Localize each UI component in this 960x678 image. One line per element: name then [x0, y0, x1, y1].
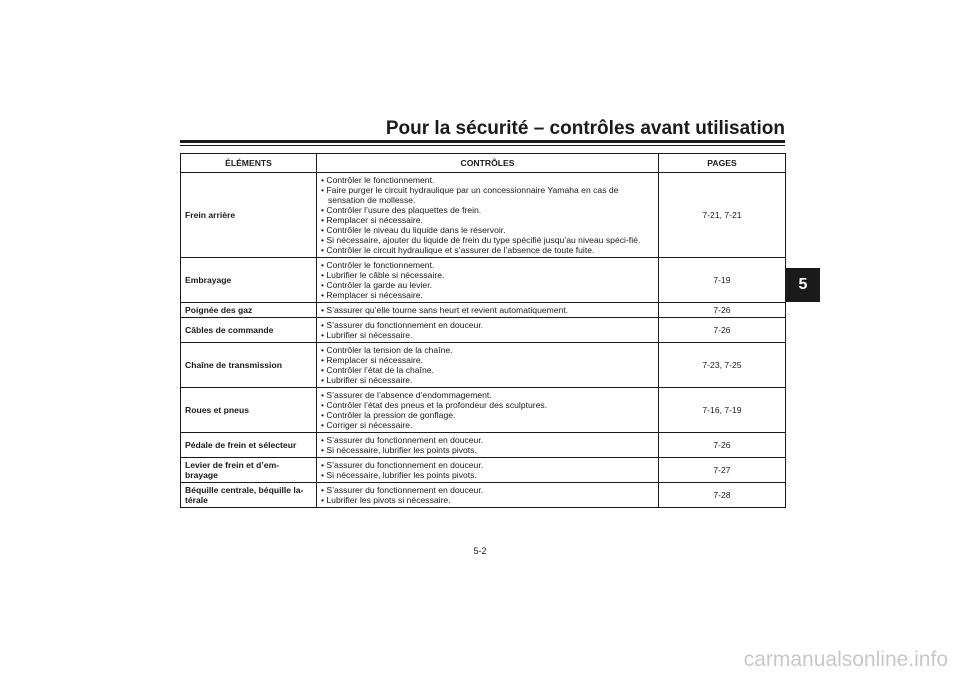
check-text: Remplacer si nécessaire.	[326, 355, 423, 365]
bullet-icon: •	[321, 175, 325, 185]
check-text: Lubrifier les pivots si nécessaire.	[326, 495, 451, 505]
bullet-icon: •	[321, 215, 325, 225]
check-text: S’assurer du fonctionnement en douceur.	[326, 435, 484, 445]
bullet-icon: •	[321, 375, 325, 385]
check-item	[321, 245, 654, 255]
check-item	[321, 470, 654, 480]
check-item	[321, 445, 654, 455]
check-text: S’assurer du fonctionnement en douceur.	[326, 460, 484, 470]
checks-cell	[317, 303, 659, 318]
bullet-icon: •	[321, 445, 325, 455]
bullet-icon: •	[321, 305, 325, 315]
item-cell: Embrayage	[181, 258, 317, 303]
bullet-icon: •	[321, 460, 325, 470]
check-item	[321, 280, 654, 290]
bullet-icon: •	[321, 345, 325, 355]
item-cell: Roues et pneus	[181, 388, 317, 433]
checks-cell	[317, 318, 659, 343]
check-text: Faire purger le circuit hydraulique par un concessionnaire Yamaha en cas de sensation de mollesse.	[326, 185, 619, 205]
pages-cell: 7-19	[659, 258, 786, 303]
table-row	[181, 173, 786, 258]
check-text: Si nécessaire, lubrifier les points pivots.	[326, 445, 477, 455]
pages-cell: 7-16, 7-19	[659, 388, 786, 433]
pages-cell: 7-21, 7-21	[659, 173, 786, 258]
table-row	[181, 433, 786, 458]
check-text: Contrôler l’état des pneus et la profondeur des sculptures.	[326, 400, 548, 410]
table-row	[181, 318, 786, 343]
chapter-tab: 5	[786, 268, 820, 302]
check-text: Lubrifier si nécessaire.	[326, 330, 413, 340]
pages-cell: 7-23, 7-25	[659, 343, 786, 388]
table-row	[181, 303, 786, 318]
check-item	[321, 235, 654, 245]
check-text: Contrôler l’usure des plaquettes de frein.	[326, 205, 482, 215]
item-cell: Frein arrière	[181, 173, 317, 258]
check-text: Contrôler le fonctionnement.	[326, 260, 435, 270]
check-item	[321, 175, 654, 185]
check-item	[321, 270, 654, 280]
checks-cell	[317, 388, 659, 433]
check-item	[321, 400, 654, 410]
check-text: Remplacer si nécessaire.	[326, 215, 423, 225]
check-text: Contrôler l’état de la chaîne.	[326, 365, 434, 375]
check-item	[321, 485, 654, 495]
check-text: Si nécessaire, ajouter du liquide de frein du type spécifié jusqu’au niveau spéci-fié.	[326, 235, 641, 245]
check-item	[321, 460, 654, 470]
bullet-icon: •	[321, 330, 325, 340]
pages-cell: 7-26	[659, 318, 786, 343]
bullet-icon: •	[321, 260, 325, 270]
header-rule-thick	[180, 140, 785, 143]
bullet-icon: •	[321, 495, 325, 505]
bullet-icon: •	[321, 435, 325, 445]
check-item	[321, 330, 654, 340]
bullet-icon: •	[321, 390, 325, 400]
table-row	[181, 388, 786, 433]
check-item	[321, 390, 654, 400]
table-row	[181, 343, 786, 388]
bullet-icon: •	[321, 400, 325, 410]
bullet-icon: •	[321, 270, 325, 280]
header-rule-thin	[180, 145, 785, 146]
check-item	[321, 365, 654, 375]
bullet-icon: •	[321, 280, 325, 290]
table-row	[181, 483, 786, 508]
watermark: carmanualsonline.info	[743, 648, 948, 671]
check-item	[321, 410, 654, 420]
check-text: Lubrifier si nécessaire.	[326, 375, 413, 385]
checks-cell	[317, 173, 659, 258]
header-elements: ÉLÉMENTS	[181, 154, 317, 173]
check-item	[321, 345, 654, 355]
bullet-icon: •	[321, 365, 325, 375]
check-text: Corriger si nécessaire.	[326, 420, 413, 430]
check-text: Contrôler la tension de la chaîne.	[326, 345, 453, 355]
item-cell: Béquille centrale, béquille la-térale	[181, 483, 317, 508]
check-item	[321, 420, 654, 430]
bullet-icon: •	[321, 410, 325, 420]
table-header-row	[181, 154, 786, 173]
bullet-icon: •	[321, 205, 325, 215]
check-item	[321, 355, 654, 365]
table-row	[181, 258, 786, 303]
checks-cell	[317, 258, 659, 303]
pre-operation-checks-table	[180, 153, 786, 508]
check-text: S’assurer de l’absence d’endommagement.	[326, 390, 492, 400]
check-text: Contrôler la garde au levier.	[326, 280, 432, 290]
checks-cell	[317, 458, 659, 483]
check-text: Contrôler le fonctionnement.	[326, 175, 435, 185]
check-text: S’assurer qu’elle tourne sans heurt et revient automatiquement.	[326, 305, 569, 315]
table-row	[181, 458, 786, 483]
bullet-icon: •	[321, 355, 325, 365]
bullet-icon: •	[321, 290, 325, 300]
checks-cell	[317, 483, 659, 508]
checks-cell	[317, 343, 659, 388]
check-item	[321, 205, 654, 215]
pages-cell: 7-26	[659, 433, 786, 458]
bullet-icon: •	[321, 245, 325, 255]
check-item	[321, 375, 654, 385]
item-cell: Levier de frein et d’em-brayage	[181, 458, 317, 483]
check-item	[321, 260, 654, 270]
bullet-icon: •	[321, 420, 325, 430]
bullet-icon: •	[321, 225, 325, 235]
check-text: S’assurer du fonctionnement en douceur.	[326, 485, 484, 495]
bullet-icon: •	[321, 185, 325, 195]
check-text: S’assurer du fonctionnement en douceur.	[326, 320, 484, 330]
page-title: Pour la sécurité – contrôles avant utilisation	[385, 118, 785, 139]
header-pages: PAGES	[659, 154, 786, 173]
check-text: Lubrifier le câble si nécessaire.	[326, 270, 445, 280]
check-item	[321, 185, 654, 205]
check-item	[321, 435, 654, 445]
bullet-icon: •	[321, 470, 325, 480]
bullet-icon: •	[321, 485, 325, 495]
pages-cell: 7-26	[659, 303, 786, 318]
check-text: Si nécessaire, lubrifier les points pivots.	[326, 470, 477, 480]
check-item	[321, 305, 654, 315]
item-cell: Poignée des gaz	[181, 303, 317, 318]
check-item	[321, 290, 654, 300]
check-item	[321, 320, 654, 330]
pages-cell: 7-28	[659, 483, 786, 508]
check-item	[321, 495, 654, 505]
bullet-icon: •	[321, 320, 325, 330]
header-checks: CONTRÔLES	[317, 154, 659, 173]
checks-cell	[317, 433, 659, 458]
check-text: Contrôler la pression de gonflage.	[326, 410, 456, 420]
page-number: 5-2	[473, 546, 487, 556]
item-cell: Chaîne de transmission	[181, 343, 317, 388]
check-text: Remplacer si nécessaire.	[326, 290, 423, 300]
bullet-icon: •	[321, 235, 325, 245]
item-cell: Câbles de commande	[181, 318, 317, 343]
item-cell: Pédale de frein et sélecteur	[181, 433, 317, 458]
check-item	[321, 215, 654, 225]
check-text: Contrôler le niveau du liquide dans le réservoir.	[326, 225, 506, 235]
pages-cell: 7-27	[659, 458, 786, 483]
check-item	[321, 225, 654, 235]
check-text: Contrôler le circuit hydraulique et s’assurer de l’absence de toute fuite.	[326, 245, 595, 255]
